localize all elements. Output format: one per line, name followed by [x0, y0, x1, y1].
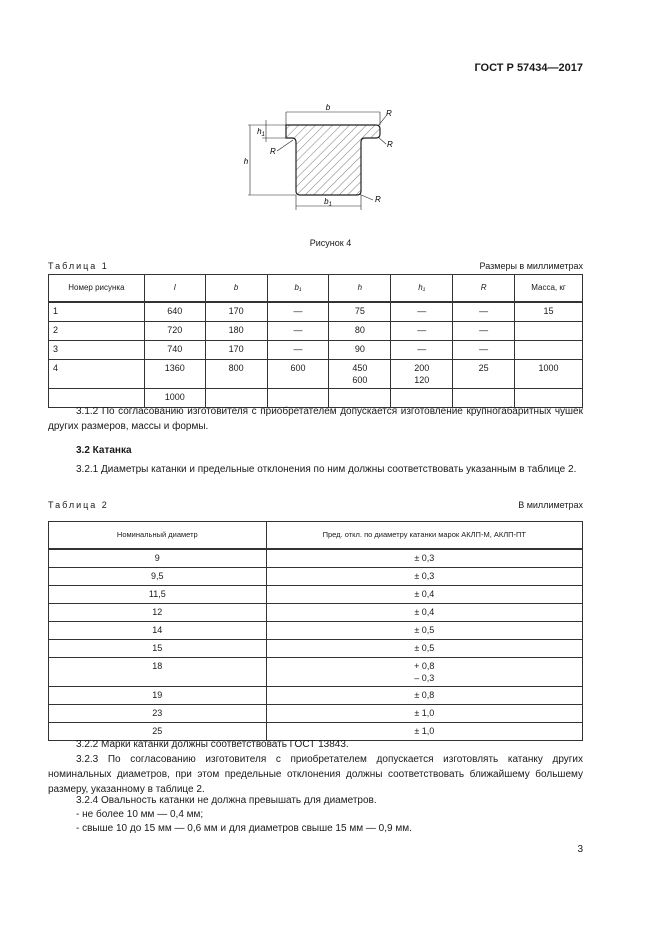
table-cell: 640 [144, 302, 205, 322]
table-header-cell: h [329, 275, 391, 303]
table-row [49, 640, 583, 658]
table-row [49, 604, 583, 622]
table-cell: ± 1,0 [266, 705, 582, 723]
table1-units: Размеры в миллиметрах [479, 261, 583, 271]
table-cell: 9,5 [49, 568, 267, 586]
dim-h1: $h_1$ [257, 127, 265, 138]
table-cell: — [453, 341, 515, 360]
paragraph-3-2-1: 3.2.1 Диаметры катанки и предельные отклонения по ним должны соответствовать указанным в таблице 2. [76, 464, 577, 475]
paragraph-3-1-2: 3.1.2 По согласованию изготовителя с приобретателем допускается изготовление крупногабаритных чушек других размеров, массы и формы. [48, 406, 583, 432]
table-cell: — [267, 302, 329, 322]
dim-h: h [243, 157, 249, 166]
table-cell: 11,5 [49, 586, 267, 604]
table-cell: 3 [49, 341, 145, 360]
table-cell: 720 [144, 322, 205, 341]
table-row [49, 586, 583, 604]
table-cell: ± 0,5 [266, 622, 582, 640]
table-header-cell: h₁ [391, 275, 453, 303]
table2-header-row [49, 522, 583, 550]
table-cell: + 0,8 – 0,3 [266, 658, 582, 687]
table-header-cell: Пред. откл. по диаметру катанки марок АКЛП-М, АКЛП-ПТ [266, 522, 582, 550]
table-row [49, 302, 583, 322]
table-cell: — [391, 302, 453, 322]
table-cell: 15 [515, 302, 583, 322]
paragraph-3-2-3: 3.2.3 По согласованию изготовителя с приобретателем допускается изготовлять катанку других номинальных диаметров, при этом предельные отклонения должны соответствовать ближайшему большему размеру, указанному в таблице 2. [48, 754, 583, 795]
table-cell: 75 [329, 302, 391, 322]
table-cell: 90 [329, 341, 391, 360]
table-cell: 19 [49, 687, 267, 705]
table2-units: В миллиметрах [518, 500, 583, 510]
table-row [49, 687, 583, 705]
table-header-cell: Номер рисунка [49, 275, 145, 303]
table-cell: 14 [49, 622, 267, 640]
table-cell [515, 341, 583, 360]
table-cell: 170 [205, 341, 267, 360]
table-row [49, 705, 583, 723]
radius-label-2: R [386, 109, 392, 118]
table-cell [515, 322, 583, 341]
table-cell: 800 [205, 360, 267, 389]
table-cell: ± 0,3 [266, 549, 582, 568]
table-row [49, 341, 583, 360]
table1-header-row [49, 275, 583, 303]
table-row [49, 549, 583, 568]
page-number: 3 [577, 844, 583, 855]
table-cell: ± 0,3 [266, 568, 582, 586]
dim-b: b [325, 103, 331, 112]
table-cell: 4 [49, 360, 145, 389]
table-cell: 1000 [144, 389, 205, 408]
radius-label-4: R [375, 195, 381, 204]
table-cell: 12 [49, 604, 267, 622]
table-row [49, 322, 583, 341]
table-cell: 600 [267, 360, 329, 389]
radius-label-1: R [270, 147, 276, 156]
ingot-section [286, 125, 380, 195]
table-cell: 9 [49, 549, 267, 568]
section-heading-3-2: 3.2 Катанка [76, 445, 132, 456]
table-cell: 80 [329, 322, 391, 341]
table-header-cell: Номинальный диаметр [49, 522, 267, 550]
table-cell: — [391, 341, 453, 360]
paragraph-3-2-2: 3.2.2 Марки катанки должны соответствовать ГОСТ 13843. [76, 739, 349, 750]
table-header-cell: b [205, 275, 267, 303]
table-cell: 15 [49, 640, 267, 658]
table-cell: 25 [49, 723, 267, 741]
table-cell: 1000 [515, 360, 583, 389]
table-cell: 2 [49, 322, 145, 341]
table-cell: ± 0,5 [266, 640, 582, 658]
table-cell: 1360 [144, 360, 205, 389]
table-cell: 170 [205, 302, 267, 322]
table-cell: ± 0,4 [266, 586, 582, 604]
table-row [49, 360, 583, 389]
table1-label: Таблица 1 [48, 261, 109, 271]
table-cell: 180 [205, 322, 267, 341]
table-1 [48, 274, 583, 408]
table-cell: ± 0,8 [266, 687, 582, 705]
table-cell: — [391, 322, 453, 341]
table-cell: — [267, 322, 329, 341]
table-2 [48, 521, 583, 741]
list-item-1: - не более 10 мм — 0,4 мм; [76, 809, 204, 820]
table-cell: — [453, 302, 515, 322]
table-cell: ± 1,0 [266, 723, 582, 741]
document-code: ГОСТ Р 57434—2017 [474, 62, 583, 74]
radius-label-3: R [387, 140, 393, 149]
table-cell: 25 [453, 360, 515, 389]
list-item-2: - свыше 10 до 15 мм — 0,6 мм и для диаметров свыше 15 мм — 0,9 мм. [76, 823, 412, 834]
table-cell: 23 [49, 705, 267, 723]
table-cell: 200 120 [391, 360, 453, 389]
table-cell: 740 [144, 341, 205, 360]
table-cell: 450 600 [329, 360, 391, 389]
table-cell: 1 [49, 302, 145, 322]
table-cell: ± 0,4 [266, 604, 582, 622]
table-cell: 18 [49, 658, 267, 687]
table-header-cell: l [144, 275, 205, 303]
ingot-drawing [230, 100, 410, 215]
table-row [49, 658, 583, 687]
table-row [49, 568, 583, 586]
table2-label: Таблица 2 [48, 500, 109, 510]
table-header-cell: R [453, 275, 515, 303]
table-cell: — [267, 341, 329, 360]
dim-b1: $b_1$ [324, 197, 332, 208]
figure-caption: Рисунок 4 [309, 238, 352, 248]
table-cell: — [453, 322, 515, 341]
paragraph-3-2-4: 3.2.4 Овальность катанки не должна превышать для диаметров. [76, 795, 377, 806]
table-header-cell: b₁ [267, 275, 329, 303]
table-header-cell: Масса, кг [515, 275, 583, 303]
table-row [49, 622, 583, 640]
